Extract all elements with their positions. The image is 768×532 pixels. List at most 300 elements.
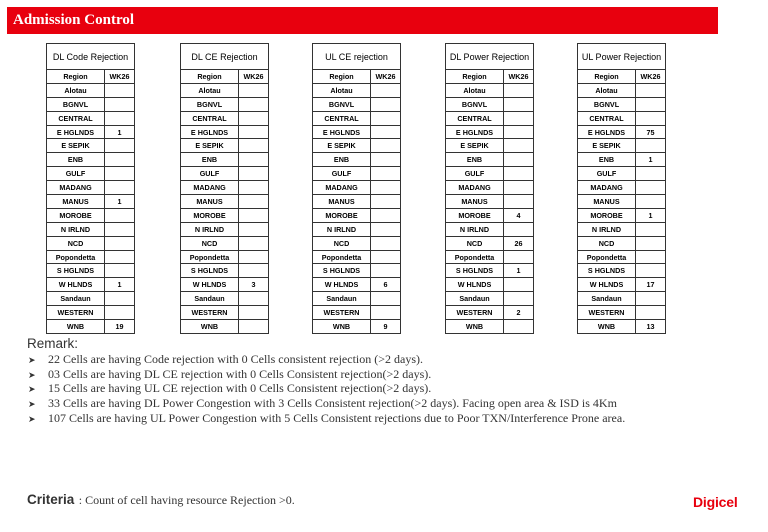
value-cell (504, 83, 534, 97)
region-cell: WESTERN (47, 306, 105, 320)
criteria (27, 491, 295, 509)
region-cell: GULF (313, 167, 371, 181)
region-cell: WESTERN (181, 306, 239, 320)
value-cell: 1 (105, 195, 135, 209)
table-row (446, 111, 534, 125)
table-caption: UL Power Rejection (578, 44, 666, 70)
value-cell (504, 139, 534, 153)
table-row (313, 97, 401, 111)
region-cell: GULF (446, 167, 504, 181)
value-cell: 19 (105, 320, 135, 334)
value-cell (239, 222, 269, 236)
value-cell (371, 250, 401, 264)
rejection-table (312, 43, 401, 334)
table-row (181, 320, 269, 334)
table-row (446, 208, 534, 222)
digicel-logo: Digicel (693, 494, 738, 510)
region-cell: GULF (578, 167, 636, 181)
table-row (446, 167, 534, 181)
value-cell (504, 292, 534, 306)
table-row (446, 83, 534, 97)
value-cell: 75 (636, 125, 666, 139)
table-row (446, 139, 534, 153)
region-cell: MANUS (578, 195, 636, 209)
value-cell (504, 320, 534, 334)
arrow-bullet-icon: ➤ (28, 400, 36, 411)
table-row (47, 97, 135, 111)
value-cell (105, 167, 135, 181)
week-header: WK26 (504, 70, 534, 84)
table-row (47, 250, 135, 264)
value-cell (371, 208, 401, 222)
value-cell (504, 125, 534, 139)
region-header: Region (47, 70, 105, 84)
remark-item (28, 381, 625, 396)
value-cell (504, 195, 534, 209)
region-cell: N IRLND (446, 222, 504, 236)
region-cell: MADANG (313, 181, 371, 195)
table-row (446, 278, 534, 292)
value-cell (504, 97, 534, 111)
table-row (313, 195, 401, 209)
table-row (47, 292, 135, 306)
region-cell: WNB (446, 320, 504, 334)
table-row (578, 208, 666, 222)
table-row (446, 306, 534, 320)
value-cell (371, 167, 401, 181)
region-cell: E HGLNDS (181, 125, 239, 139)
table-row (446, 236, 534, 250)
region-cell: WNB (181, 320, 239, 334)
remark-text: 15 Cells are having UL CE rejection with 0 Cells Consistent rejection(>2 days). (48, 381, 432, 396)
table-row (181, 181, 269, 195)
region-header: Region (181, 70, 239, 84)
value-cell (504, 111, 534, 125)
value-cell (636, 250, 666, 264)
value-cell (504, 278, 534, 292)
region-cell: MOROBE (313, 208, 371, 222)
region-cell: Sandaun (578, 292, 636, 306)
remark-text: 22 Cells are having Code rejection with 0 Cells consistent rejection (>2 days). (48, 352, 424, 366)
region-cell: MANUS (446, 195, 504, 209)
value-cell (105, 181, 135, 195)
value-cell (636, 222, 666, 236)
region-cell: Alotau (181, 83, 239, 97)
region-cell: S HGLNDS (181, 264, 239, 278)
week-header: WK26 (636, 70, 666, 84)
region-cell: ENB (446, 153, 504, 167)
value-cell (105, 139, 135, 153)
region-cell: ENB (47, 153, 105, 167)
value-cell (239, 306, 269, 320)
region-cell: N IRLND (47, 222, 105, 236)
remark-item (28, 367, 625, 382)
region-cell: MADANG (181, 181, 239, 195)
region-cell: BGNVL (578, 97, 636, 111)
table-row (47, 153, 135, 167)
rejection-table (180, 43, 269, 334)
value-cell: 1 (636, 208, 666, 222)
value-cell (239, 292, 269, 306)
region-cell: Popondetta (181, 250, 239, 264)
value-cell (239, 139, 269, 153)
table-row (446, 320, 534, 334)
table-row (47, 167, 135, 181)
value-cell (105, 153, 135, 167)
region-cell: MADANG (578, 181, 636, 195)
week-header: WK26 (239, 70, 269, 84)
region-cell: Sandaun (313, 292, 371, 306)
value-cell (105, 208, 135, 222)
region-cell: BGNVL (47, 97, 105, 111)
region-cell: MANUS (181, 195, 239, 209)
region-cell: NCD (47, 236, 105, 250)
value-cell (239, 250, 269, 264)
region-cell: NCD (313, 236, 371, 250)
remark-text: 33 Cells are having DL Power Congestion with 3 Cells Consistent rejection(>2 days). Facing open area & ISD is 4Km (48, 396, 617, 411)
value-cell (371, 264, 401, 278)
arrow-bullet-icon: ➤ (28, 356, 36, 366)
region-cell: WESTERN (313, 306, 371, 320)
table-row (181, 83, 269, 97)
region-cell: MADANG (446, 181, 504, 195)
value-cell: 6 (371, 278, 401, 292)
table-row (578, 167, 666, 181)
value-cell (371, 125, 401, 139)
table-caption: UL CE rejection (313, 44, 401, 70)
value-cell (105, 292, 135, 306)
table-row (313, 306, 401, 320)
region-cell: Alotau (578, 83, 636, 97)
region-cell: W HLNDS (313, 278, 371, 292)
region-cell: E SEPIK (446, 139, 504, 153)
region-cell: N IRLND (578, 222, 636, 236)
table-row (313, 264, 401, 278)
table-row (446, 195, 534, 209)
value-cell: 1 (105, 278, 135, 292)
table-row (181, 167, 269, 181)
table-row (181, 139, 269, 153)
region-cell: E HGLNDS (47, 125, 105, 139)
region-cell: BGNVL (446, 97, 504, 111)
region-cell: ENB (313, 153, 371, 167)
value-cell (371, 97, 401, 111)
region-header: Region (313, 70, 371, 84)
table-row (181, 278, 269, 292)
table-row (47, 320, 135, 334)
table-row (313, 167, 401, 181)
region-cell: WNB (578, 320, 636, 334)
value-cell (504, 250, 534, 264)
table-row (181, 236, 269, 250)
remark-item (28, 411, 625, 426)
region-cell: WESTERN (578, 306, 636, 320)
region-cell: S HGLNDS (313, 264, 371, 278)
table-caption: DL Code Rejection (47, 44, 135, 70)
table-row (313, 292, 401, 306)
value-cell (636, 111, 666, 125)
region-cell: WESTERN (446, 306, 504, 320)
table-row (578, 306, 666, 320)
table-row (47, 111, 135, 125)
arrow-bullet-icon: ➤ (28, 414, 36, 425)
region-cell: MOROBE (47, 208, 105, 222)
region-cell: MOROBE (446, 208, 504, 222)
table-row (578, 250, 666, 264)
value-cell (239, 264, 269, 278)
table-row (47, 181, 135, 195)
table-row (578, 264, 666, 278)
value-cell (239, 236, 269, 250)
table-row (578, 222, 666, 236)
remark-list (28, 352, 625, 425)
region-cell: E HGLNDS (446, 125, 504, 139)
table-row (313, 153, 401, 167)
table-row (181, 250, 269, 264)
table-row (313, 320, 401, 334)
value-cell (504, 167, 534, 181)
table-row (47, 125, 135, 139)
value-cell (239, 195, 269, 209)
region-cell: E SEPIK (47, 139, 105, 153)
value-cell (371, 292, 401, 306)
table-row (313, 111, 401, 125)
region-cell: Sandaun (181, 292, 239, 306)
criteria-text: : Count of cell having resource Rejection >0. (78, 493, 295, 507)
table-row (313, 278, 401, 292)
region-cell: N IRLND (181, 222, 239, 236)
table-row (578, 320, 666, 334)
value-cell: 13 (636, 320, 666, 334)
remark-text: 107 Cells are having UL Power Congestion with 5 Cells Consistent rejections due to Poor TXN/Interference Prone area. (48, 410, 626, 425)
value-cell: 26 (504, 236, 534, 250)
region-cell: BGNVL (313, 97, 371, 111)
table-row (578, 153, 666, 167)
value-cell (239, 125, 269, 139)
arrow-bullet-icon: ➤ (28, 370, 36, 381)
table-row (578, 83, 666, 97)
value-cell (105, 264, 135, 278)
table-row (446, 181, 534, 195)
region-cell: S HGLNDS (47, 264, 105, 278)
table-row (446, 97, 534, 111)
table-row (578, 139, 666, 153)
rejection-table (46, 43, 135, 334)
region-cell: MOROBE (578, 208, 636, 222)
table-row (313, 222, 401, 236)
table-row (446, 292, 534, 306)
remark-text: 03 Cells are having DL CE rejection with 0 Cells Consistent rejection(>2 days). (48, 366, 432, 381)
region-cell: Popondetta (578, 250, 636, 264)
region-cell: S HGLNDS (578, 264, 636, 278)
value-cell (105, 97, 135, 111)
value-cell (636, 139, 666, 153)
table-row (47, 208, 135, 222)
rejection-table (577, 43, 666, 334)
table-row (47, 222, 135, 236)
region-cell: W HLNDS (181, 278, 239, 292)
table-row (47, 83, 135, 97)
region-cell: WNB (313, 320, 371, 334)
region-cell: W HLNDS (47, 278, 105, 292)
rejection-table (445, 43, 534, 334)
region-cell: NCD (446, 236, 504, 250)
remark-heading: Remark: (27, 336, 79, 351)
value-cell (239, 181, 269, 195)
value-cell (239, 208, 269, 222)
table-row (313, 250, 401, 264)
value-cell (504, 181, 534, 195)
value-cell: 17 (636, 278, 666, 292)
table-row (181, 208, 269, 222)
table-row (181, 195, 269, 209)
region-cell: CENTRAL (578, 111, 636, 125)
value-cell (239, 83, 269, 97)
value-cell: 9 (371, 320, 401, 334)
table-row (181, 153, 269, 167)
table-row (181, 222, 269, 236)
value-cell (239, 320, 269, 334)
region-cell: WNB (47, 320, 105, 334)
table-row (181, 306, 269, 320)
value-cell (371, 83, 401, 97)
table-row (313, 139, 401, 153)
region-cell: E HGLNDS (313, 125, 371, 139)
table-row (47, 306, 135, 320)
table-row (446, 222, 534, 236)
region-cell: GULF (181, 167, 239, 181)
table-row (446, 250, 534, 264)
table-row (578, 195, 666, 209)
value-cell: 1 (504, 264, 534, 278)
value-cell: 3 (239, 278, 269, 292)
table-row (313, 208, 401, 222)
region-cell: MANUS (313, 195, 371, 209)
value-cell (504, 222, 534, 236)
table-row (578, 97, 666, 111)
value-cell (636, 97, 666, 111)
region-cell: NCD (578, 236, 636, 250)
table-row (578, 125, 666, 139)
value-cell (636, 264, 666, 278)
region-cell: CENTRAL (313, 111, 371, 125)
criteria-label: Criteria (27, 492, 75, 507)
table-row (47, 236, 135, 250)
table-row (313, 181, 401, 195)
region-cell: GULF (47, 167, 105, 181)
region-cell: MANUS (47, 195, 105, 209)
table-row (181, 97, 269, 111)
region-header: Region (446, 70, 504, 84)
value-cell (105, 83, 135, 97)
region-cell: W HLNDS (578, 278, 636, 292)
table-row (446, 264, 534, 278)
region-cell: Alotau (47, 83, 105, 97)
table-row (181, 125, 269, 139)
table-caption: DL CE Rejection (181, 44, 269, 70)
remark-item (28, 352, 625, 367)
value-cell (636, 195, 666, 209)
value-cell: 1 (636, 153, 666, 167)
table-row (578, 236, 666, 250)
region-cell: W HLNDS (446, 278, 504, 292)
table-row (181, 264, 269, 278)
value-cell (105, 250, 135, 264)
value-cell (371, 111, 401, 125)
region-cell: NCD (181, 236, 239, 250)
table-row (313, 125, 401, 139)
value-cell (105, 222, 135, 236)
region-cell: ENB (578, 153, 636, 167)
region-cell: ENB (181, 153, 239, 167)
region-cell: Popondetta (446, 250, 504, 264)
value-cell (636, 306, 666, 320)
table-row (578, 278, 666, 292)
region-cell: E SEPIK (313, 139, 371, 153)
region-cell: E SEPIK (578, 139, 636, 153)
table-row (181, 292, 269, 306)
value-cell (105, 236, 135, 250)
value-cell (239, 153, 269, 167)
value-cell (636, 83, 666, 97)
arrow-bullet-icon: ➤ (28, 385, 36, 396)
table-row (446, 153, 534, 167)
value-cell: 1 (105, 125, 135, 139)
region-cell: Popondetta (313, 250, 371, 264)
region-cell: CENTRAL (181, 111, 239, 125)
value-cell: 4 (504, 208, 534, 222)
region-cell: BGNVL (181, 97, 239, 111)
region-cell: Alotau (446, 83, 504, 97)
value-cell (504, 153, 534, 167)
value-cell (239, 111, 269, 125)
table-row (446, 125, 534, 139)
value-cell (636, 292, 666, 306)
value-cell (636, 167, 666, 181)
region-cell: CENTRAL (446, 111, 504, 125)
region-cell: MADANG (47, 181, 105, 195)
region-cell: Sandaun (446, 292, 504, 306)
region-cell: CENTRAL (47, 111, 105, 125)
value-cell (239, 97, 269, 111)
region-header: Region (578, 70, 636, 84)
value-cell (105, 306, 135, 320)
value-cell (636, 236, 666, 250)
region-cell: Alotau (313, 83, 371, 97)
region-cell: E HGLNDS (578, 125, 636, 139)
page-title: Admission Control (7, 7, 718, 34)
region-cell: N IRLND (313, 222, 371, 236)
value-cell (371, 195, 401, 209)
table-row (578, 292, 666, 306)
value-cell (239, 167, 269, 181)
value-cell (371, 236, 401, 250)
remark-item (28, 396, 625, 411)
value-cell (371, 153, 401, 167)
region-cell: E SEPIK (181, 139, 239, 153)
region-cell: Sandaun (47, 292, 105, 306)
table-row (313, 83, 401, 97)
table-row (578, 111, 666, 125)
value-cell (371, 306, 401, 320)
value-cell (371, 181, 401, 195)
value-cell (636, 181, 666, 195)
table-row (181, 111, 269, 125)
region-cell: Popondetta (47, 250, 105, 264)
table-row (47, 139, 135, 153)
table-row (47, 278, 135, 292)
table-caption: DL Power Rejection (446, 44, 534, 70)
